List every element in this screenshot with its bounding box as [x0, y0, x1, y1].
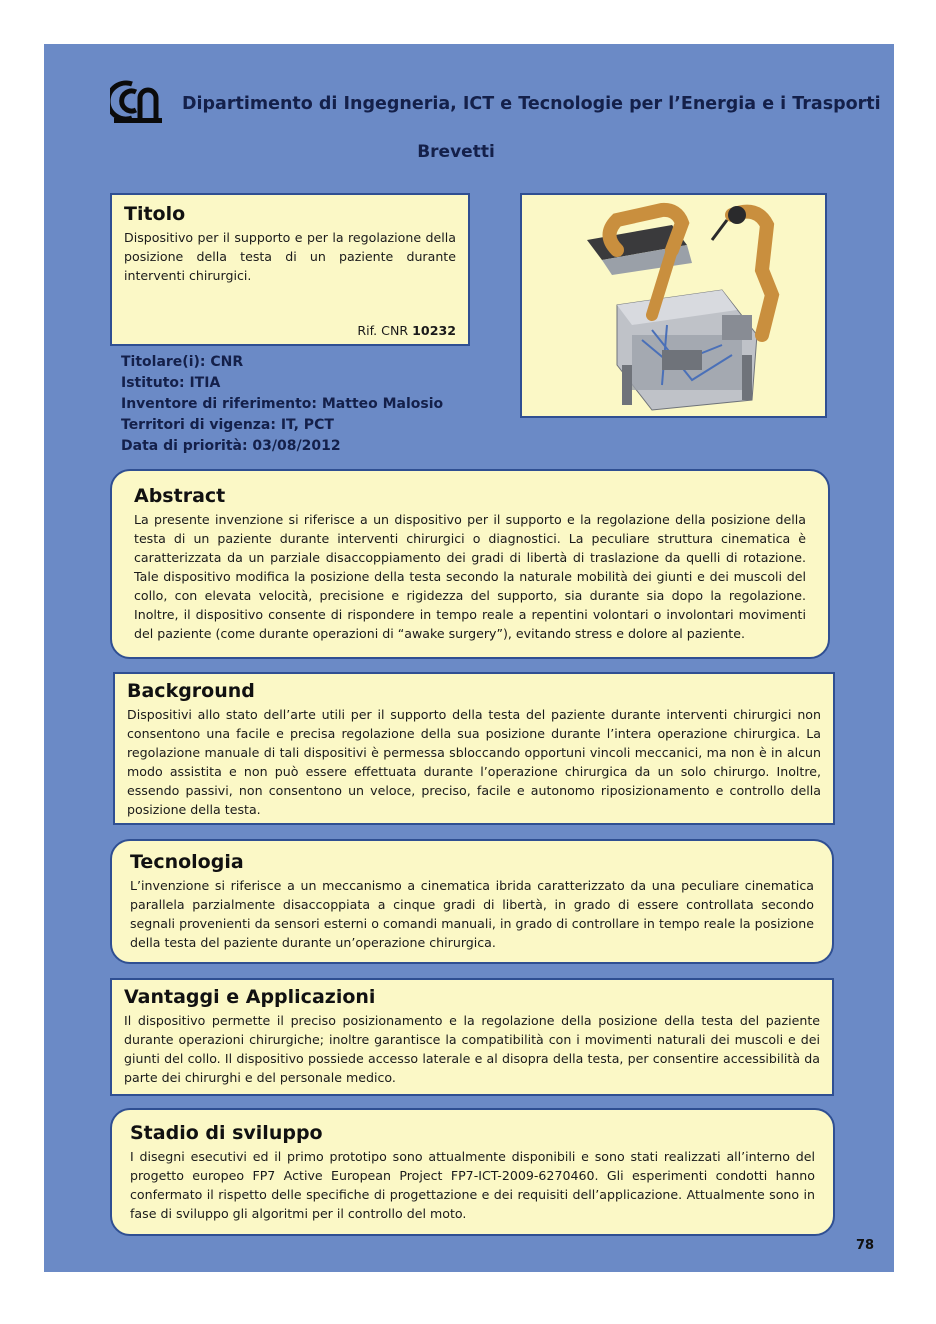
titolo-heading: Titolo	[124, 203, 186, 225]
reference-label: Rif. CNR	[357, 323, 409, 338]
tecnologia-heading: Tecnologia	[130, 851, 244, 873]
territories: Territori di vigenza: IT, PCT	[121, 417, 334, 433]
tecnologia-text: L’invenzione si riferisce a un meccanismo a cinematica ibrida caratterizzato da una peculiare cinematica parallela parzialmente disaccoppiata a cinque gradi di libertà, in grado di essere controllata secondo segnali provenienti da sensori esterni o comandi manuali, in grado di controllare in tempo reale la posizione della testa del paziente durante un’operazione chirurgica.	[130, 877, 814, 950]
titolo-text: Dispositivo per il supporto e per la regolazione della posizione della testa di un paziente durante interventi chirurgici.	[124, 229, 456, 283]
section-title: Brevetti	[417, 142, 495, 162]
institute: Istituto: ITIA	[121, 375, 221, 391]
vantaggi-box	[110, 978, 834, 1096]
background-heading: Background	[127, 680, 255, 702]
device-image-frame	[520, 193, 827, 418]
patent-metadata	[121, 352, 443, 457]
vantaggi-heading: Vantaggi e Applicazioni	[124, 986, 376, 1008]
background-box	[113, 672, 835, 825]
reference	[357, 323, 456, 338]
reference-number: 10232	[412, 323, 456, 338]
inventor: Inventore di riferimento: Matteo Malosio	[121, 396, 444, 412]
tecnologia-box	[110, 839, 834, 964]
priority-date: Data di priorità: 03/08/2012	[121, 438, 341, 454]
stadio-text: I disegni esecutivi ed il primo prototipo sono attualmente disponibili e sono stati realizzati all’interno del progetto europeo FP7 Active European Project FP7-ICT-2009-6270460. Gli esperimenti condotti hanno confermato il rispetto delle specifiche di progettazione e dei requisiti dell’applicazione. Attualmente sono in fase di sviluppo gli algoritmi per il controllo del moto.	[130, 1148, 815, 1221]
cnr-logo	[110, 78, 164, 124]
stadio-box	[110, 1108, 835, 1236]
titolo-box	[110, 193, 470, 346]
department-title: Dipartimento di Ingegneria, ICT e Tecnologie per l’Energia e i Trasporti	[182, 94, 881, 114]
surgical-device-illustration	[522, 195, 825, 416]
abstract-heading: Abstract	[134, 485, 226, 507]
page-number: 78	[856, 1238, 875, 1253]
vantaggi-text: Il dispositivo permette il preciso posizionamento e la regolazione della posizione della testa del paziente durante operazioni chirurgiche; inoltre garantisce la compatibilità con i movimenti naturali dei muscoli e dei giunti del collo. Il dispositivo possiede accesso laterale e al disopra della testa, per consentire accessibilità da parte dei chirurghi e del personale medico.	[124, 1012, 820, 1085]
abstract-box	[110, 469, 830, 659]
abstract-text: La presente invenzione si riferisce a un dispositivo per il supporto e la regolazione della posizione della testa di un paziente durante interventi chirurgici o diagnostici. La peculiare struttura cinematica è caratterizzata da un parziale disaccoppiamento dei gradi di libertà di traslazione da quelli di rotazione. Tale dispositivo modifica la posizione della testa secondo la naturale mobilità dei giunti e dei muscoli del collo, con elevata velocità, precisione e rigidezza del supporto, sia durante sia dopo la regolazione. Inoltre, il dispositivo consente di rispondere in tempo reale a repentini volontari o involontari movimenti del paziente (come durante operazioni di “awake surgery”), evitando stress e dolore al paziente.	[134, 511, 806, 641]
background-text: Dispositivi allo stato dell’arte utili per il supporto della testa del paziente durante interventi chirurgici non consentono una facile e precisa regolazione della sua posizione durante l’intera operazione chirurgica. La regolazione manuale di tali dispositivi è permessa sbloccando opportuni vincoli meccanici, ma non è in alcun modo assistita e non può essere effettuata durante l’operazione chirurgica da un solo chirurgo. Inoltre, essendo passivi, non consentono un veloce, preciso, facile e autonomo riposizionamento e controllo della posizione della testa.	[127, 706, 821, 817]
holder: Titolare(i): CNR	[121, 354, 244, 370]
stadio-heading: Stadio di sviluppo	[130, 1122, 323, 1144]
